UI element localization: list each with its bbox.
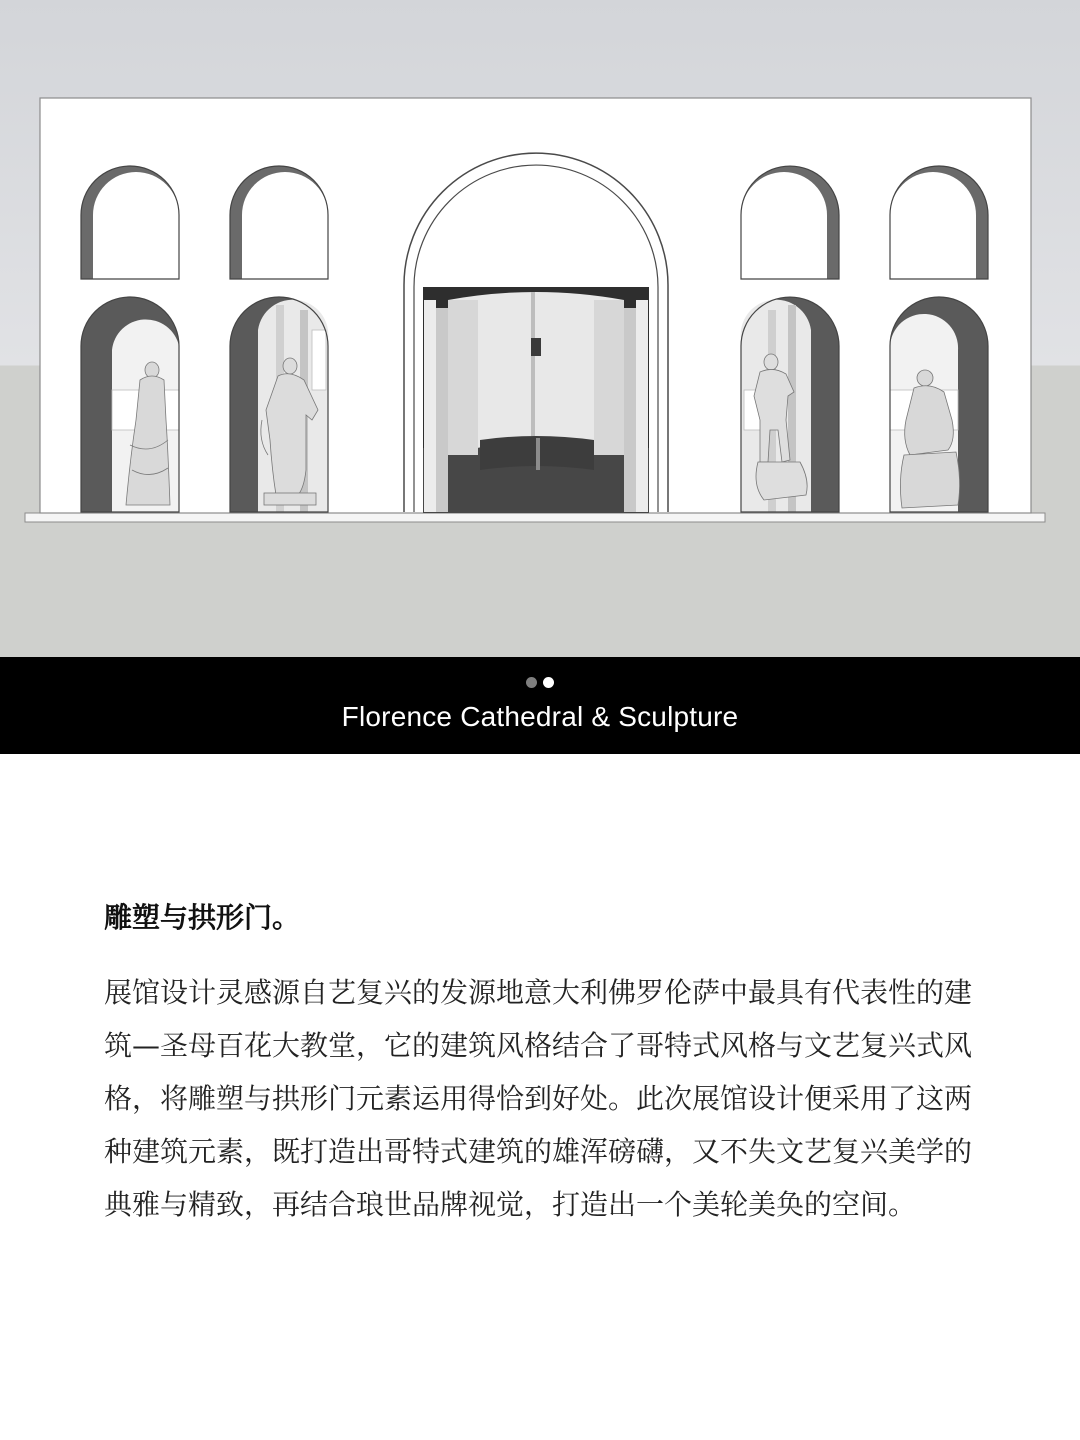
- base-plinth: [25, 513, 1045, 522]
- image-caption: Florence Cathedral & Sculpture: [341, 701, 739, 732]
- article-heading: 雕塑与拱形门。: [104, 901, 301, 934]
- carousel-dot-1[interactable]: [526, 677, 537, 688]
- article-section: [0, 754, 1080, 1440]
- gallery-wall-illustration: [0, 0, 1080, 657]
- carousel-dot-2[interactable]: [543, 677, 554, 688]
- exhibition-render: [0, 0, 1080, 657]
- carousel-pager: [0, 677, 1080, 688]
- article-paragraph: 展馆设计灵感源自艺复兴的发源地意大利佛罗伦萨中最具有代表性的建筑—圣母百花大教堂，它的建筑风格结合了哥特式风格与文艺复兴式风格，将雕塑与拱形门元素运用得恰到好处。此次展馆设计便采用了这两种建筑元素，既打造出哥特式建筑的雄浑磅礴，又不失文艺复兴美学的典雅与精致，再结合琅世品牌视觉，打造出一个美轮美奂的空间。: [104, 976, 973, 1221]
- caption-bar: [0, 657, 1080, 754]
